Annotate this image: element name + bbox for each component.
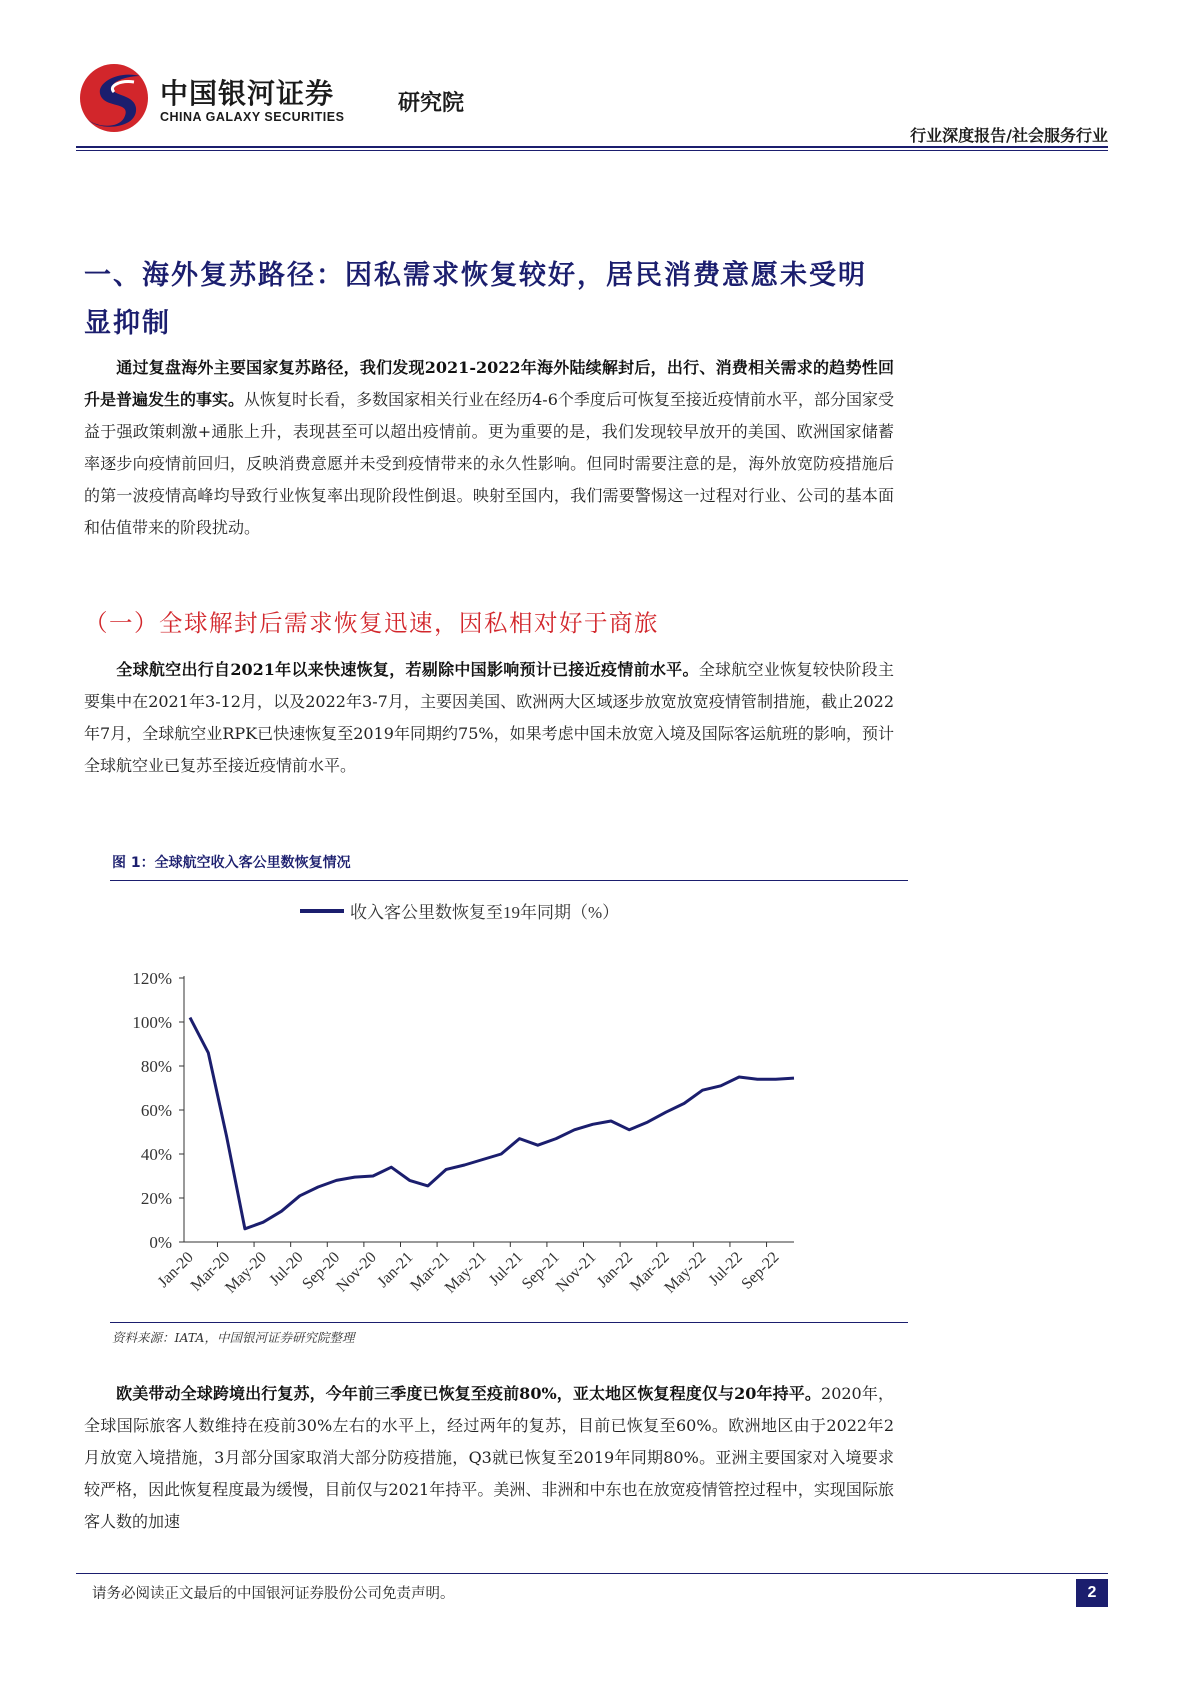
- paragraph-cross-border-body: 2020年，全球国际旅客人数维持在疫前30%左右的水平上，经过两年的复苏，目前已恢复至60%。欧洲地区由于2022年2月放宽入境措施，3月部分国家取消大部分防疫措施，Q3就已恢复至2019年同期80%。亚洲主要国家对入境要求较严格，因此恢复程度最为缓慢，目前仅与2021年持平。美洲、非洲和中东也在放宽疫情管控过程中，实现国际旅客人数的加速: [84, 1384, 894, 1531]
- series-line: [190, 1018, 794, 1229]
- page-number: 2: [1076, 1579, 1108, 1607]
- paragraph-aviation-body: 全球航空业恢复较快阶段主要集中在2021年3-12月，以及2022年3-7月，主要因美国、欧洲两大区域逐步放宽放宽疫情管制措施，截止2022年7月，全球航空业RPK已快速恢复至2019年同期约75%，如果考虑中国未放宽入境及国际客运航班的影响，预计全球航空业已复苏至接近疫情前水平。: [84, 660, 894, 775]
- disclaimer-note: 请务必阅读正文最后的中国银河证券股份公司免责声明。: [92, 1586, 455, 1602]
- x-tick-label: Nov-21: [552, 1248, 600, 1296]
- x-tick-label: Jul-22: [705, 1248, 746, 1290]
- x-tick-label: Jan-21: [374, 1248, 417, 1291]
- galaxy-logo-icon: [78, 62, 150, 134]
- figure-caption: 图 1：全球航空收入客公里数恢复情况: [112, 855, 351, 871]
- x-tick-label: Sep-21: [518, 1248, 563, 1293]
- legend-label: 收入客公里数恢复至19年同期（%）: [350, 903, 620, 922]
- x-tick-label: Jan-22: [593, 1248, 637, 1291]
- plot-area: [190, 1018, 794, 1229]
- x-axis: [155, 1242, 794, 1297]
- paragraph-aviation: [84, 654, 894, 782]
- header-divider-thin: [76, 150, 1108, 151]
- report-type-label: 行业深度报告/社会服务行业: [910, 126, 1108, 145]
- x-tick-label: Mar-20: [187, 1248, 234, 1295]
- figure-source: 资料来源：IATA，中国银河证券研究院整理: [112, 1330, 355, 1345]
- rpk-recovery-chart: [110, 886, 908, 1320]
- x-tick-label: Jan-20: [154, 1248, 197, 1291]
- paragraph-aviation-lead: 全球航空出行自2021年以来快速恢复，若剔除中国影响预计已接近疫情前水平。: [116, 660, 699, 679]
- x-tick-label: Nov-20: [333, 1248, 380, 1296]
- section-title: 一、海外复苏路径：因私需求恢复较好，居民消费意愿未受明显抑制: [84, 260, 867, 339]
- brand-name-cn: 中国银河证券: [160, 77, 335, 110]
- x-tick-label: May-21: [441, 1248, 490, 1297]
- subsection-title: （一）全球解封后需求恢复迅速，因私相对好于商旅: [84, 609, 659, 637]
- paragraph-cross-border: [84, 1378, 894, 1538]
- header-divider: [76, 146, 1108, 148]
- paragraph-cross-border-lead: 欧美带动全球跨境出行复苏，今年前三季度已恢复至疫前80%，亚太地区恢复程度仅与20年持平。: [116, 1384, 822, 1403]
- institute-label: 研究院: [398, 91, 465, 116]
- paragraph-intro: [84, 352, 894, 544]
- paragraph-intro-lead: 通过复盘海外主要国家复苏路径，我们发现2021-2022年海外陆续解封后，出行、消费相关需求的趋势性回升是普遍发生的事实。: [84, 358, 894, 409]
- chart-legend: [300, 902, 619, 922]
- x-tick-label: Sep-22: [738, 1248, 783, 1293]
- footer-divider: [76, 1573, 1108, 1574]
- x-tick-label: Sep-20: [299, 1248, 344, 1293]
- y-tick-label: 120%: [132, 969, 172, 988]
- figure-bottom-rule: [110, 1322, 908, 1323]
- y-tick-label: 20%: [140, 1189, 172, 1208]
- y-tick-label: 60%: [140, 1101, 172, 1120]
- x-tick-label: Mar-22: [626, 1248, 673, 1295]
- y-tick-label: 40%: [140, 1145, 172, 1164]
- y-axis: [132, 969, 184, 1252]
- y-tick-label: 100%: [132, 1013, 172, 1032]
- x-tick-label: May-22: [661, 1248, 710, 1297]
- x-tick-label: Jul-21: [485, 1248, 527, 1290]
- x-tick-label: Mar-21: [407, 1248, 454, 1295]
- paragraph-intro-body: 从恢复时长看，多数国家相关行业在经历4-6个季度后可恢复至接近疫情前水平，部分国家受益于强政策刺激+通胀上升，表现甚至可以超出疫情前。更为重要的是，我们发现较早放开的美国、欧洲国家储蓄率逐步向疫情前回归，反映消费意愿并未受到疫情带来的永久性影响。但同时需要注意的是，海外放宽防疫措施后的第一波疫情高峰均导致行业恢复率出现阶段性倒退。映射至国内，我们需要警惕这一过程对行业、公司的基本面和估值带来的阶段扰动。: [84, 390, 894, 537]
- x-tick-label: Jul-20: [266, 1248, 307, 1290]
- figure-top-rule: [110, 880, 908, 881]
- brand-name-en: CHINA GALAXY SECURITIES: [160, 110, 345, 124]
- y-tick-label: 0%: [149, 1233, 172, 1252]
- y-tick-label: 80%: [140, 1057, 172, 1076]
- x-tick-label: May-20: [222, 1248, 271, 1297]
